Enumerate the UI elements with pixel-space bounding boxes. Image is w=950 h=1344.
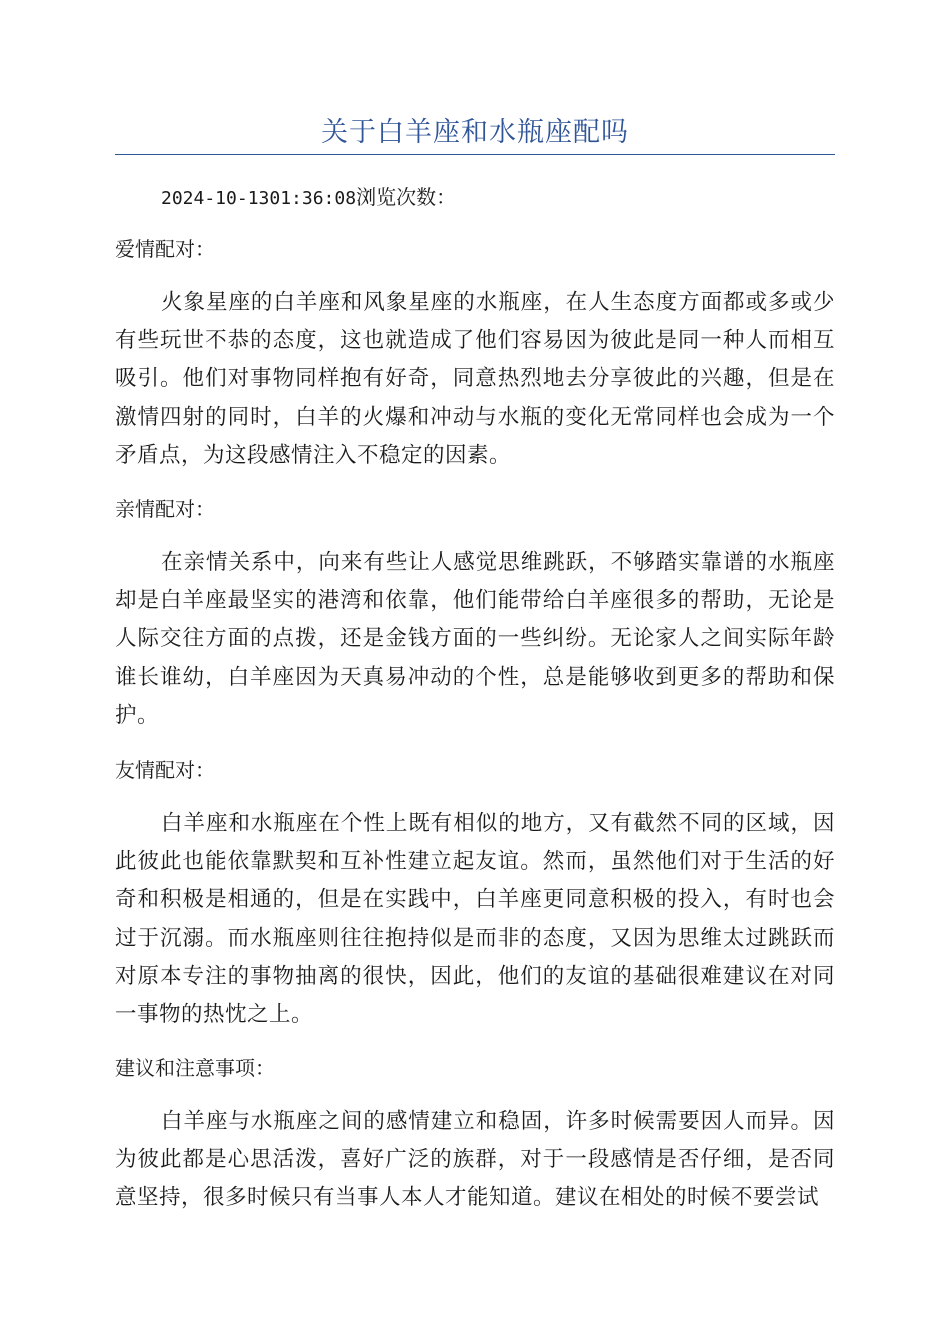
section-body-advice: 白羊座与水瓶座之间的感情建立和稳固，许多时候需要因人而异。因为彼此都是心思活泼，喜好广泛的族群，对于一段感情是否仔细，是否同意坚持，很多时候只有当事人本人才能知道。建议在相处的时候不要尝试 <box>115 1109 835 1211</box>
section-heading-family: 亲情配对： <box>115 497 215 521</box>
section-body-friendship: 白羊座和水瓶座在个性上既有相似的地方，又有截然不同的区域，因此彼此也能依靠默契和互补性建立起友谊。然而，虽然他们对于生活的好奇和积极是相通的，但是在实践中，白羊座更同意积极的投入，有时也会过于沉溺。而水瓶座则往往抱持似是而非的态度，又因为思维太过跳跃而对原本专注的事物抽离的很快，因此，他们的友谊的基础很难建议在对同一事物的热忱之上。 <box>115 811 835 1028</box>
page-title: 关于白羊座和水瓶座配吗 <box>321 117 629 148</box>
article-meta <box>161 179 456 217</box>
title-divider <box>115 154 835 155</box>
view-count-label: 浏览次数： <box>356 185 457 209</box>
section-heading-love: 爱情配对： <box>115 237 215 261</box>
section-heading-advice: 建议和注意事项： <box>115 1056 275 1080</box>
section-body-love: 火象星座的白羊座和风象星座的水瓶座，在人生态度方面都或多或少有些玩世不恭的态度，这也就造成了他们容易因为彼此是同一种人而相互吸引。他们对事物同样抱有好奇，同意热烈地去分享彼此的兴趣，但是在激情四射的同时，白羊的火爆和冲动与水瓶的变化无常同样也会成为一个矛盾点，为这段感情注入不稳定的因素。 <box>115 290 835 468</box>
section-body-family: 在亲情关系中，向来有些让人感觉思维跳跃，不够踏实靠谱的水瓶座却是白羊座最坚实的港湾和依靠，他们能带给白羊座很多的帮助，无论是人际交往方面的点拨，还是金钱方面的一些纠纷。无论家人之间实际年龄谁长谁幼，白羊座因为天真易冲动的个性，总是能够收到更多的帮助和保护。 <box>115 550 835 728</box>
publish-date: 2024-10-1301:36:08 <box>161 188 357 209</box>
section-heading-friendship: 友情配对： <box>115 758 215 782</box>
